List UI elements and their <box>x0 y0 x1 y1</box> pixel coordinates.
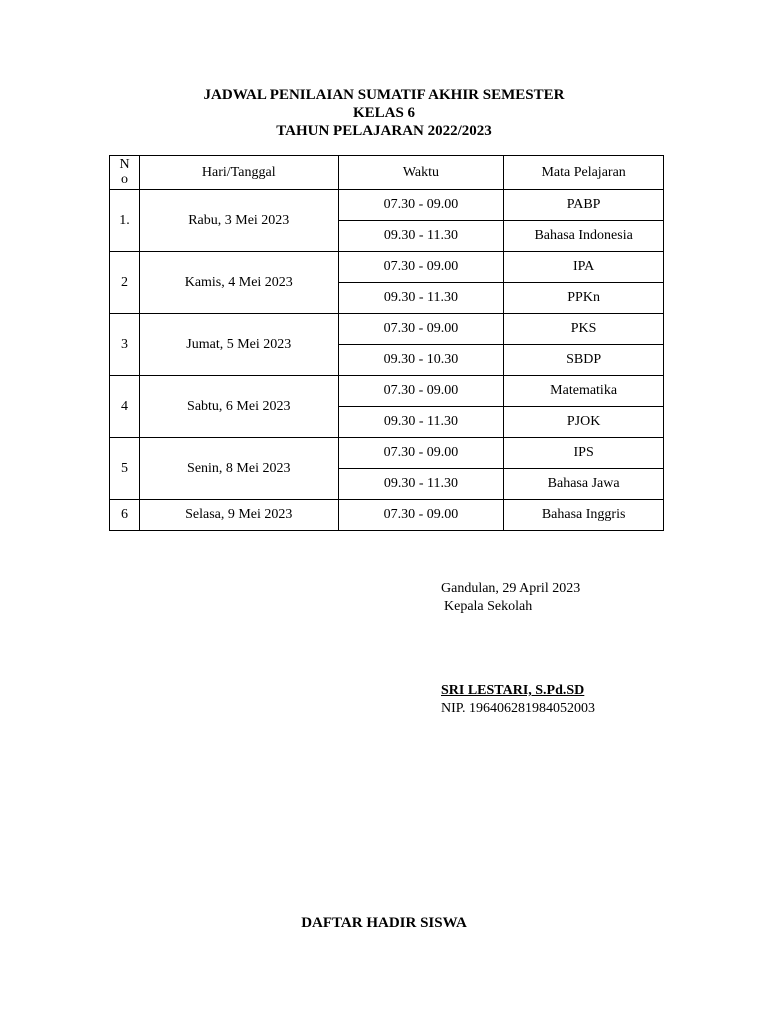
cell-no: 3 <box>110 314 140 376</box>
table-row <box>110 500 664 531</box>
cell-no: 4 <box>110 376 140 438</box>
table-row <box>110 376 664 407</box>
cell-subject: IPA <box>504 252 664 283</box>
table-row <box>110 314 664 345</box>
table-row <box>110 252 664 283</box>
cell-time: 09.30 - 10.30 <box>338 345 504 376</box>
cell-time: 09.30 - 11.30 <box>338 407 504 438</box>
header-subject: Mata Pelajaran <box>504 156 664 190</box>
cell-no: 6 <box>110 500 140 531</box>
attendance-heading: DAFTAR HADIR SISWA <box>301 915 467 931</box>
title-line-3: TAHUN PELAJARAN 2022/2023 <box>276 123 492 139</box>
header-time: Waktu <box>338 156 504 190</box>
cell-no: 1. <box>110 190 140 252</box>
table-row <box>110 190 664 221</box>
cell-subject: PPKn <box>504 283 664 314</box>
cell-time: 07.30 - 09.00 <box>338 376 504 407</box>
cell-time: 07.30 - 09.00 <box>338 190 504 221</box>
cell-subject: Bahasa Jawa <box>504 469 664 500</box>
table-header-row <box>110 156 664 190</box>
cell-subject: Bahasa Inggris <box>504 500 664 531</box>
cell-time: 09.30 - 11.30 <box>338 469 504 500</box>
cell-time: 07.30 - 09.00 <box>338 252 504 283</box>
cell-subject: IPS <box>504 438 664 469</box>
cell-subject: Bahasa Indonesia <box>504 221 664 252</box>
cell-day: Rabu, 3 Mei 2023 <box>139 190 338 252</box>
cell-time: 07.30 - 09.00 <box>338 500 504 531</box>
cell-subject: PABP <box>504 190 664 221</box>
cell-day: Sabtu, 6 Mei 2023 <box>139 376 338 438</box>
document-title <box>0 86 768 140</box>
title-line-2: KELAS 6 <box>352 105 416 121</box>
cell-day: Selasa, 9 Mei 2023 <box>139 500 338 531</box>
cell-subject: Matematika <box>504 376 664 407</box>
cell-day: Jumat, 5 Mei 2023 <box>139 314 338 376</box>
cell-time: 09.30 - 11.30 <box>338 221 504 252</box>
cell-no: 2 <box>110 252 140 314</box>
cell-time: 07.30 - 09.00 <box>338 314 504 345</box>
header-day: Hari/Tanggal <box>139 156 338 190</box>
cell-no: 5 <box>110 438 140 500</box>
header-no: No <box>110 156 140 190</box>
signature-name: SRI LESTARI, S.Pd.SD <box>441 683 585 698</box>
signature-role: Kepala Sekolah <box>444 599 533 614</box>
cell-subject: PJOK <box>504 407 664 438</box>
schedule-table <box>109 155 664 531</box>
signature-block <box>441 580 595 718</box>
cell-subject: PKS <box>504 314 664 345</box>
signature-nip: NIP. 196406281984052003 <box>441 701 596 716</box>
table-row <box>110 438 664 469</box>
cell-subject: SBDP <box>504 345 664 376</box>
cell-time: 09.30 - 11.30 <box>338 283 504 314</box>
cell-day: Kamis, 4 Mei 2023 <box>139 252 338 314</box>
cell-time: 07.30 - 09.00 <box>338 438 504 469</box>
cell-day: Senin, 8 Mei 2023 <box>139 438 338 500</box>
signature-place-date: Gandulan, 29 April 2023 <box>441 581 581 596</box>
title-line-1: JADWAL PENILAIAN SUMATIF AKHIR SEMESTER <box>203 87 565 103</box>
